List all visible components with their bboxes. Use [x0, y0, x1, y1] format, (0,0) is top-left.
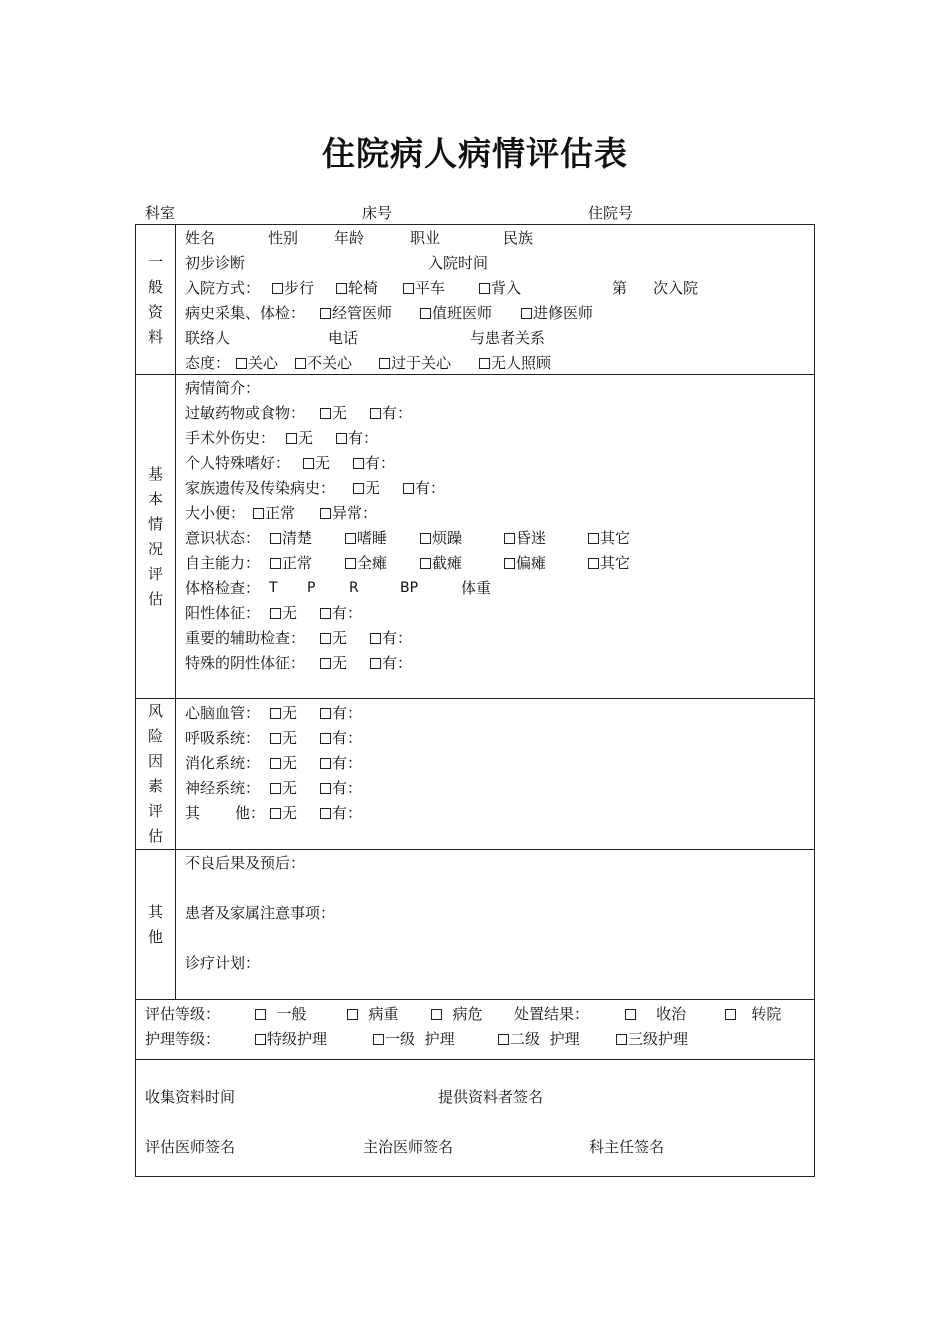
excretion-normal-checkbox[interactable]: 正常 [253, 501, 295, 526]
basic-assessment-section: 基 本 情 况 评 估 病情简介： 过敏药物或食物： 无 有： 手术外伤史： 无 有： 个人特殊嗜好： 无 有： 家族遗传及传染病史： 无 有： 大小便： 正常 异常： 意识状态： 清楚 嗜睡 烦躁 昏迷 其它 自主能力： 正常 全瘫 截瘫 偏瘫 其它 体格检查： T P R BP 体重 阳性体征： 无 有： 重要的辅助检查： 无 有： 特殊的阴性体征： 无 有： [135, 374, 815, 699]
signers-row: 评估医师签名 主治医师签名 科主任签名 [145, 1138, 665, 1156]
paraplegia-checkbox[interactable]: 截瘫 [420, 551, 462, 576]
bed-label: 床号 [362, 204, 393, 222]
coma-checkbox[interactable]: 昏迷 [504, 526, 546, 551]
cardio-none-checkbox[interactable]: 无 [270, 701, 297, 726]
clear-checkbox[interactable]: 清楚 [270, 526, 312, 551]
cardio-yes-checkbox[interactable]: 有： [320, 701, 362, 726]
neg-yes-checkbox[interactable]: 有： [370, 651, 412, 676]
risk-other-yes-checkbox[interactable]: 有： [320, 801, 362, 826]
over-caring-checkbox[interactable]: 过于关心 [379, 351, 451, 376]
digest-yes-checkbox[interactable]: 有： [320, 751, 362, 776]
allergy-none-checkbox[interactable]: 无 [320, 401, 347, 426]
signature-section [135, 1059, 815, 1177]
positive-none-checkbox[interactable]: 无 [270, 601, 297, 626]
excretion-abnormal-checkbox[interactable]: 异常： [320, 501, 377, 526]
resp-none-checkbox[interactable]: 无 [270, 726, 297, 751]
others-section: 其 他 不良后果及预后： 患者及家属注意事项： 诊疗计划： [135, 849, 815, 1000]
aux-none-checkbox[interactable]: 无 [320, 626, 347, 651]
selfcare-other-checkbox[interactable]: 其它 [588, 551, 630, 576]
neuro-none-checkbox[interactable]: 无 [270, 776, 297, 801]
full-paralysis-checkbox[interactable]: 全瘫 [345, 551, 387, 576]
trainee-doctor-checkbox[interactable]: 进修医师 [521, 301, 593, 326]
habits-none-checkbox[interactable]: 无 [303, 451, 330, 476]
habits-yes-checkbox[interactable]: 有： [353, 451, 395, 476]
consciousness-other-checkbox[interactable]: 其它 [588, 526, 630, 551]
grade-section [135, 999, 815, 1060]
stretcher-checkbox[interactable]: 平车 [403, 276, 445, 301]
risk-other-none-checkbox[interactable]: 无 [270, 801, 297, 826]
nursing-special-checkbox[interactable]: 特级护理 [255, 1027, 327, 1052]
digest-none-checkbox[interactable]: 无 [270, 751, 297, 776]
grade-critical-checkbox[interactable]: 病危 [431, 1002, 483, 1027]
drowsy-checkbox[interactable]: 嗜睡 [345, 526, 387, 551]
nursing-grade-row: 护理等级： 特级护理 一级 护理 二级 护理 三级护理 [145, 1027, 805, 1052]
nursing-third-checkbox[interactable]: 三级护理 [616, 1027, 688, 1052]
general-info-section: 一 般 资 料 姓名 性别 年龄 职业 民族 初步诊断 入院时间 入院方式： 步行 轮椅 平车 背入 第 次入院 病史采集、体检： 经管医师 值班医师 进修医师 联络人 电话 与患者关系 态度： 关心 不关心 过于关心 无人照顾 [135, 224, 815, 375]
nursing-first-checkbox[interactable]: 一级 护理 [373, 1027, 455, 1052]
section-label: 基 本 情 况 评 估 [136, 375, 176, 698]
disposal-admit-checkbox[interactable]: 收治 [625, 1002, 686, 1027]
form-title: 住院病人病情评估表 [322, 134, 628, 173]
neg-none-checkbox[interactable]: 无 [320, 651, 347, 676]
family-none-checkbox[interactable]: 无 [353, 476, 380, 501]
collect-row: 收集资料时间 提供资料者签名 [145, 1088, 544, 1106]
family-yes-checkbox[interactable]: 有： [403, 476, 445, 501]
positive-yes-checkbox[interactable]: 有： [320, 601, 362, 626]
surgery-yes-checkbox[interactable]: 有： [336, 426, 378, 451]
admission-no-label: 住院号 [588, 204, 634, 222]
restless-checkbox[interactable]: 烦躁 [420, 526, 462, 551]
grade-normal-checkbox[interactable]: 一般 [255, 1002, 307, 1027]
grade-serious-checkbox[interactable]: 病重 [347, 1002, 399, 1027]
section-label: 风 险 因 素 评 估 [136, 699, 176, 849]
duty-doctor-checkbox[interactable]: 值班医师 [420, 301, 492, 326]
risk-factors-section: 风 险 因 素 评 估 心脑血管： 无 有： 呼吸系统： 无 有： 消化系统： 无 有： 神经系统： 无 有： 其 他： 无 有： [135, 698, 815, 850]
disposal-transfer-checkbox[interactable]: 转院 [725, 1002, 781, 1027]
carried-checkbox[interactable]: 背入 [479, 276, 521, 301]
eval-grade-row: 评估等级： 一般 病重 病危 处置结果： 收治 转院 [145, 1002, 805, 1027]
resp-yes-checkbox[interactable]: 有： [320, 726, 362, 751]
section-label: 一 般 资 料 [136, 225, 176, 374]
nursing-second-checkbox[interactable]: 二级 护理 [498, 1027, 580, 1052]
aux-yes-checkbox[interactable]: 有： [370, 626, 412, 651]
selfcare-normal-checkbox[interactable]: 正常 [270, 551, 312, 576]
hemiplegia-checkbox[interactable]: 偏瘫 [504, 551, 546, 576]
dept-label: 科室 [145, 204, 176, 222]
caring-checkbox[interactable]: 关心 [236, 351, 278, 376]
no-carer-checkbox[interactable]: 无人照顾 [479, 351, 551, 376]
wheelchair-checkbox[interactable]: 轮椅 [336, 276, 378, 301]
not-caring-checkbox[interactable]: 不关心 [295, 351, 352, 376]
doctor-in-charge-checkbox[interactable]: 经管医师 [320, 301, 392, 326]
section-label: 其 他 [136, 850, 176, 999]
walk-checkbox[interactable]: 步行 [272, 276, 314, 301]
allergy-yes-checkbox[interactable]: 有： [370, 401, 412, 426]
surgery-none-checkbox[interactable]: 无 [286, 426, 313, 451]
neuro-yes-checkbox[interactable]: 有： [320, 776, 362, 801]
